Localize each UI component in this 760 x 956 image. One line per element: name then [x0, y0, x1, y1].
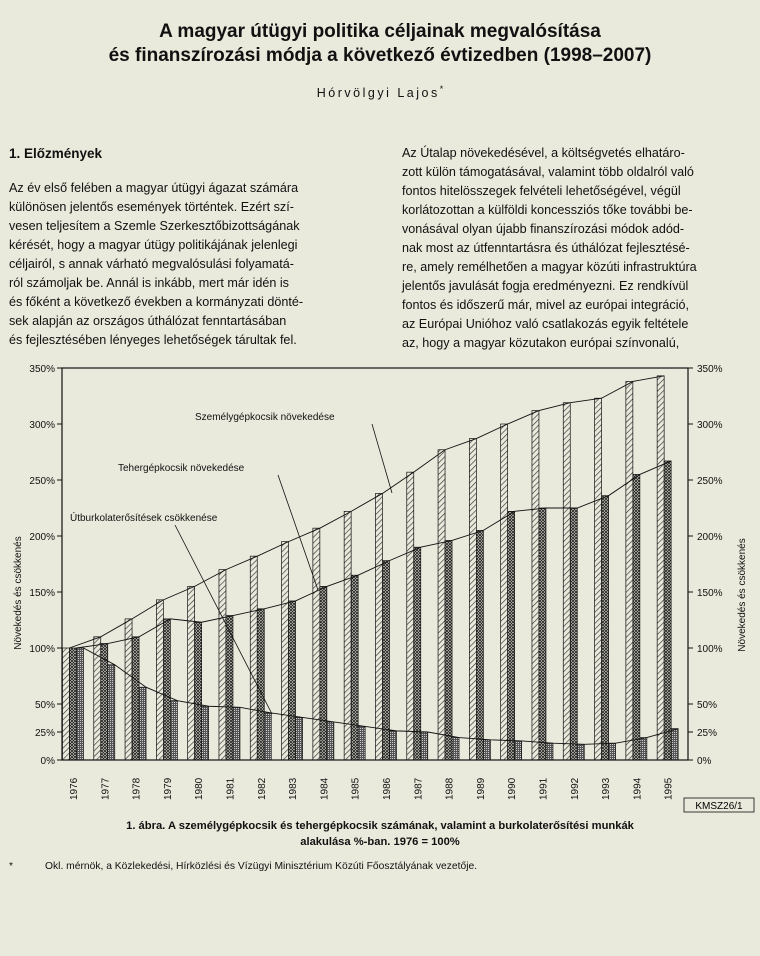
- right-column-line: az Európai Unióhoz való csatlakozás egyik feltétele: [402, 317, 689, 331]
- bar-trucks: [226, 616, 233, 760]
- y-tick-label-left: 25%: [34, 728, 55, 739]
- bar-pavement: [609, 743, 616, 760]
- x-tick-label: 1985: [350, 777, 362, 800]
- x-tick-label: 1978: [131, 777, 143, 800]
- bar-pavement: [389, 731, 396, 760]
- x-tick-label: 1976: [68, 777, 80, 800]
- y-tick-label-left: 0%: [40, 756, 55, 767]
- title-line-2: és finanszírozási módja a következő évtizedben (1998–2007): [108, 45, 652, 66]
- x-tick-label: 1989: [475, 777, 487, 800]
- bar-pavement: [483, 740, 490, 760]
- bar-trucks: [602, 496, 609, 760]
- left-column-line: Az év első felében a magyar útügyi ágazat számára: [9, 181, 299, 195]
- left-column-line: és fejlesztésében lényeges lehetőségek tárultak fel.: [9, 333, 297, 347]
- x-tick-label: 1988: [444, 777, 456, 800]
- right-column-line: re, amely remélhetően a magyar közúti infrastruktúra: [402, 260, 697, 274]
- right-column-line: Az Útalap növekedésével, a költségvetés elhatáro-: [402, 146, 685, 160]
- bar-trucks: [320, 586, 327, 760]
- bar-cars: [219, 570, 226, 760]
- x-tick-label: 1993: [601, 777, 613, 800]
- footnote-mark: *: [9, 861, 14, 872]
- bar-pavement: [546, 743, 553, 760]
- bar-trucks: [414, 547, 421, 760]
- y-tick-label-left: 300%: [29, 420, 55, 431]
- y-tick-label-left: 350%: [29, 364, 55, 375]
- annotation-pavement: Útburkolaterősítések csökkenése: [70, 513, 218, 524]
- y-tick-label-left: 250%: [29, 476, 55, 487]
- x-tick-label: 1990: [507, 777, 519, 800]
- bar-cars: [595, 398, 602, 760]
- bar-trucks: [101, 644, 108, 760]
- bar-trucks: [570, 508, 577, 760]
- y-tick-label-left: 100%: [29, 644, 55, 655]
- figure-stamp: KMSZ26/1: [695, 801, 743, 812]
- bar-cars: [62, 648, 69, 760]
- y-tick-label-left: 200%: [29, 532, 55, 543]
- x-tick-label: 1979: [162, 777, 174, 800]
- bar-trucks: [69, 648, 76, 760]
- plot-frame: [62, 368, 688, 760]
- bar-trucks: [163, 619, 170, 760]
- x-tick-label: 1981: [225, 777, 237, 800]
- bar-pavement: [358, 726, 365, 760]
- right-column-line: korlátozottan a külföldi koncessziós tőke további be-: [402, 203, 693, 217]
- bar-pavement: [202, 706, 209, 760]
- left-column-line: ról számoljak be. Annál is inkább, mert már idén is: [9, 276, 289, 290]
- bar-trucks: [508, 511, 515, 760]
- bar-pavement: [452, 738, 459, 760]
- bar-pavement: [264, 713, 271, 760]
- x-tick-label: 1983: [288, 777, 300, 800]
- y-tick-label-right: 100%: [697, 644, 723, 655]
- x-tick-label: 1991: [538, 777, 550, 800]
- bar-cars: [657, 376, 664, 760]
- bar-cars: [626, 381, 633, 760]
- y-tick-label-right: 50%: [697, 700, 718, 711]
- left-column-line: és főként a következő években a kormányzati dönté-: [9, 295, 304, 309]
- bar-cars: [313, 528, 320, 760]
- right-column-line: jelentős javulását fogja eredményezni. Ez rendkívül: [402, 279, 689, 293]
- bar-cars: [125, 619, 132, 760]
- bar-trucks: [289, 601, 296, 760]
- right-column-line: nak most az útfenntartásra és úthálózat fejlesztésé-: [402, 241, 690, 255]
- bar-trucks: [664, 461, 671, 760]
- right-column-line: zott külön támogatásával, valamint több oldalról való: [402, 165, 694, 179]
- bar-pavement: [327, 722, 334, 760]
- bar-cars: [407, 472, 414, 760]
- x-tick-label: 1980: [194, 777, 206, 800]
- left-column-line: céljairól, s annak várható megvalósulási folyamatá-: [9, 257, 294, 271]
- y-tick-label-right: 250%: [697, 476, 723, 487]
- left-column-line: különösen jelentős események történtek. Ezért szí-: [9, 200, 294, 214]
- bar-trucks: [445, 540, 452, 760]
- bar-cars: [469, 439, 476, 760]
- bar-cars: [563, 403, 570, 760]
- article-title: [0, 20, 760, 68]
- footnote: [9, 861, 749, 872]
- bar-trucks: [476, 530, 483, 760]
- title-line-1: A magyar útügyi politika céljainak megvalósítása: [159, 21, 601, 42]
- author-footnote-mark: *: [439, 84, 444, 94]
- x-tick-label: 1977: [100, 777, 112, 800]
- growth-chart: [0, 358, 760, 818]
- right-column-line: fontos és időszerű már, mivel az európai integráció,: [402, 298, 689, 312]
- y-tick-label-right: 300%: [697, 420, 723, 431]
- right-column-line: vonásával olyan újabb finanszírozási módok adód-: [402, 222, 685, 236]
- x-tick-label: 1984: [319, 777, 331, 800]
- bar-pavement: [421, 732, 428, 760]
- right-column-line: fontos hitelösszegek felvételi lehetőségével, végül: [402, 184, 681, 198]
- x-tick-label: 1995: [663, 777, 675, 800]
- bar-pavement: [671, 729, 678, 760]
- x-tick-label: 1986: [381, 777, 393, 800]
- bar-trucks: [195, 622, 202, 760]
- bar-cars: [375, 493, 382, 760]
- bar-trucks: [539, 508, 546, 760]
- y-axis-label-left: Növekedés és csökkenés: [13, 536, 24, 650]
- bar-pavement: [515, 741, 522, 760]
- y-tick-label-right: 150%: [697, 588, 723, 599]
- bar-pavement: [108, 665, 115, 760]
- bar-pavement: [139, 687, 146, 760]
- bar-cars: [188, 586, 195, 760]
- bar-trucks: [633, 474, 640, 760]
- right-column-text: [402, 144, 752, 353]
- section-heading: 1. Előzmények: [9, 146, 103, 161]
- y-tick-label-right: 350%: [697, 364, 723, 375]
- right-column-line: az, hogy a magyar közutakon európai színvonalú,: [402, 336, 680, 350]
- y-tick-label-left: 50%: [34, 700, 55, 711]
- author: [0, 84, 760, 100]
- figure-caption: [0, 818, 760, 850]
- bar-trucks: [257, 609, 264, 760]
- bar-pavement: [170, 701, 177, 760]
- left-column-line: kérését, hogy a magyar útügy politikájának jelenlegi: [9, 238, 298, 252]
- bar-trucks: [132, 637, 139, 760]
- bar-pavement: [640, 738, 647, 760]
- left-column-text: [9, 179, 361, 350]
- x-tick-label: 1987: [413, 777, 425, 800]
- left-column-line: vesen teljesítem a Szemle Szerkesztőbizottságának: [9, 219, 300, 233]
- bar-pavement: [76, 648, 83, 760]
- bar-cars: [282, 542, 289, 760]
- caption-line-2: alakulása %-ban. 1976 = 100%: [300, 836, 460, 848]
- x-tick-label: 1994: [632, 777, 644, 800]
- bar-pavement: [577, 744, 584, 760]
- author-name: Hórvölgyi Lajos: [316, 86, 440, 101]
- annotation-trucks: Tehergépkocsik növekedése: [118, 463, 245, 474]
- left-column-line: sek alapján az országos úthálózat fenntartásában: [9, 314, 287, 328]
- bar-cars: [344, 511, 351, 760]
- x-tick-label: 1992: [569, 777, 581, 800]
- footnote-text: Okl. mérnök, a Közlekedési, Hírközlési és Vízügyi Minisztérium Közúti Főosztályának vezetője.: [45, 861, 478, 872]
- annotation-cars: Személygépkocsik növekedése: [195, 412, 335, 423]
- bar-cars: [532, 411, 539, 760]
- y-axis-label-right: Növekedés és csökkenés: [737, 538, 748, 652]
- y-tick-label-right: 200%: [697, 532, 723, 543]
- bar-pavement: [233, 707, 240, 760]
- y-tick-label-left: 150%: [29, 588, 55, 599]
- y-tick-label-right: 0%: [697, 756, 712, 767]
- caption-line-1: 1. ábra. A személygépkocsik és tehergépkocsik számának, valamint a burkolaterősítési munkák: [126, 820, 634, 832]
- bar-cars: [438, 450, 445, 760]
- leader-line-cars: [372, 424, 392, 493]
- plot-area: [29, 364, 722, 800]
- y-tick-label-right: 25%: [697, 728, 718, 739]
- bar-pavement: [296, 717, 303, 760]
- bar-trucks: [351, 575, 358, 760]
- bar-cars: [501, 424, 508, 760]
- x-tick-label: 1982: [256, 777, 268, 800]
- bar-cars: [250, 556, 257, 760]
